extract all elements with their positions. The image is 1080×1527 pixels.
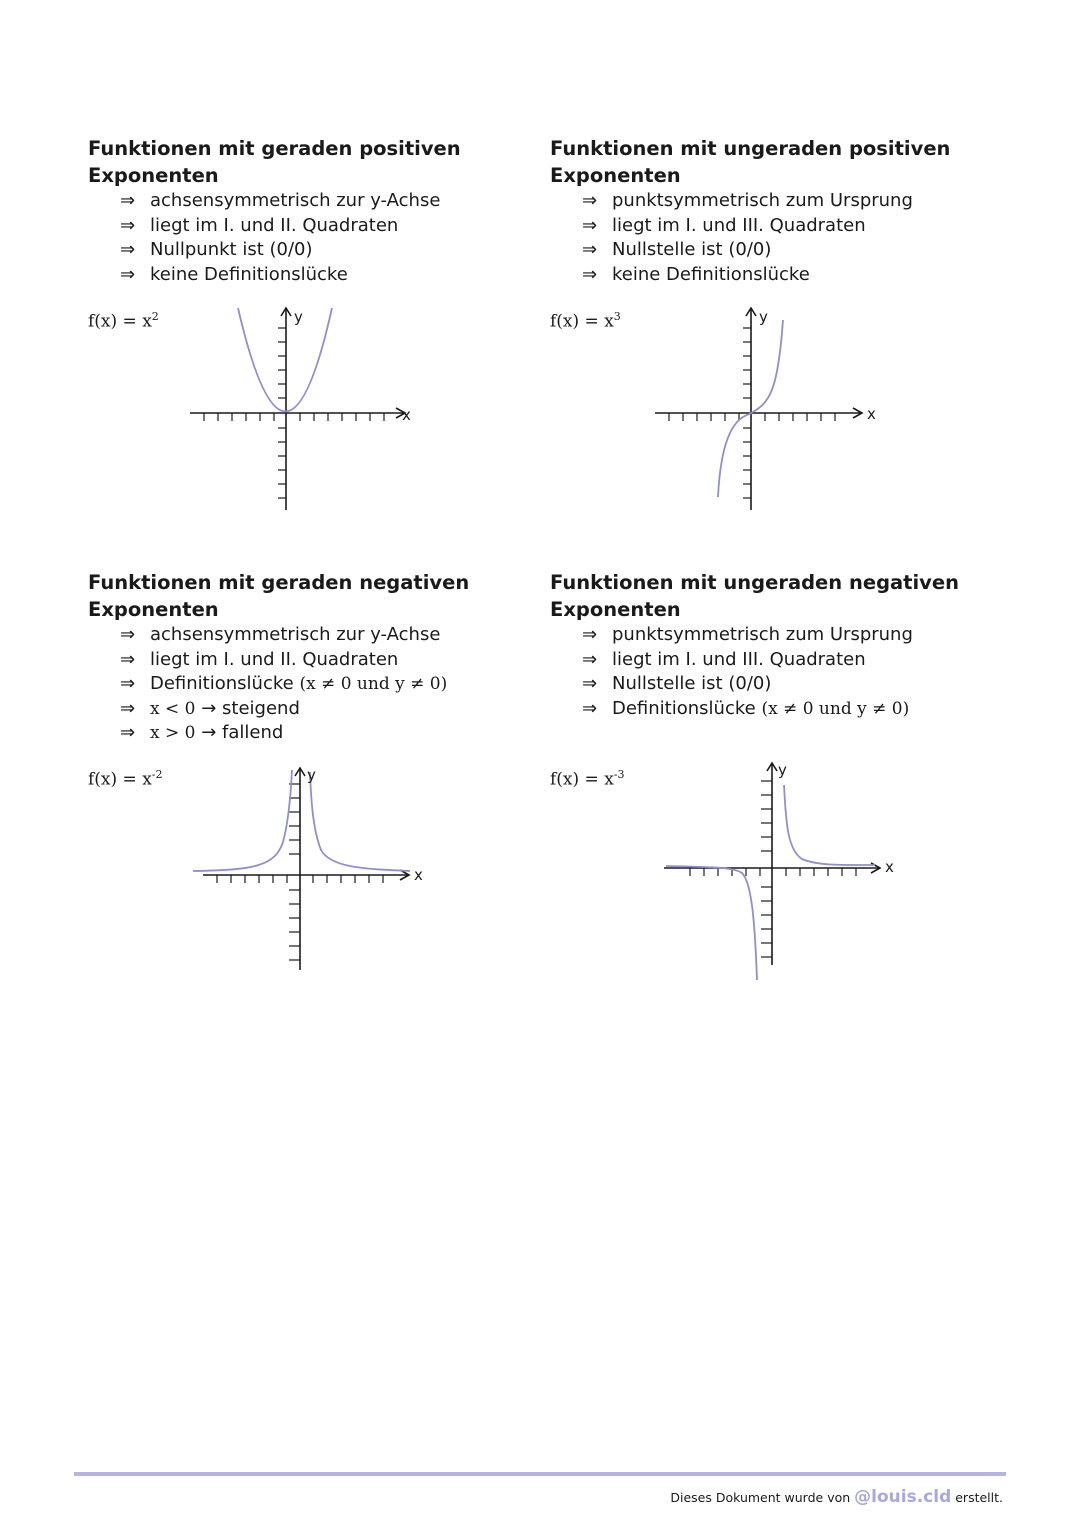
section-even-positive	[88, 135, 558, 287]
implies-arrow-icon: ⇒	[582, 239, 598, 260]
formula-exponent: 2	[151, 310, 159, 323]
property-list	[120, 623, 558, 746]
list-item	[582, 189, 1020, 214]
x-axis-ticks	[690, 868, 856, 876]
implies-arrow-icon: ⇒	[120, 722, 136, 743]
implies-arrow-icon: ⇒	[582, 214, 598, 236]
implies-arrow-icon: ⇒	[120, 263, 136, 285]
formula-exponent: -3	[613, 768, 625, 781]
bullet-text: punktsymmetrisch zum Ursprung	[612, 624, 913, 645]
curve-x-squared	[238, 308, 332, 412]
heading-line-2: Exponenten	[88, 164, 219, 187]
formula-exponent: 3	[613, 310, 621, 323]
bullet-text: liegt im I. und II. Quadraten	[150, 648, 399, 670]
y-axis-label: y	[759, 308, 768, 326]
implies-arrow-icon: ⇒	[120, 648, 136, 670]
section-even-negative	[88, 569, 558, 746]
graph-x-pow-minus-2	[185, 760, 435, 980]
formula-base: f(x) = x	[550, 769, 614, 790]
footer-suffix: erstellt.	[955, 1490, 1003, 1505]
list-item	[582, 214, 1020, 239]
x-axis-label: x	[867, 405, 876, 423]
implies-arrow-icon: ⇒	[120, 190, 136, 211]
graph-x-cubed	[650, 300, 900, 520]
math-condition: x < 0	[150, 698, 196, 719]
list-item	[120, 721, 558, 746]
bullet-text: Nullstelle ist (0/0)	[612, 673, 772, 694]
heading-line-1: Funktionen mit geraden positiven	[88, 137, 461, 160]
list-item	[120, 697, 558, 722]
implies-arrow-icon: ⇒	[120, 697, 136, 719]
bullet-text: liegt im I. und III. Quadraten	[612, 214, 866, 236]
curve-left-branch	[666, 866, 757, 980]
list-item	[582, 238, 1020, 263]
implies-arrow-icon: ⇒	[120, 239, 136, 260]
footer-credit	[670, 1487, 1003, 1507]
x-axis-ticks	[669, 413, 835, 421]
implies-arrow-icon: ⇒	[582, 263, 598, 285]
bullet-text: steigend	[222, 697, 300, 719]
formula-exponent: -2	[151, 768, 163, 781]
x-axis-label: x	[402, 406, 411, 424]
list-item	[120, 623, 558, 648]
implies-icon: →	[201, 697, 217, 719]
implies-arrow-icon: ⇒	[120, 214, 136, 236]
bullet-text: punktsymmetrisch zum Ursprung	[612, 190, 913, 211]
bullet-text: Nullstelle ist (0/0)	[612, 239, 772, 260]
curve-right-branch	[310, 772, 410, 871]
implies-arrow-icon: ⇒	[582, 648, 598, 670]
bullet-text: keine Definitionslücke	[612, 263, 810, 285]
x-axis-label: x	[414, 866, 423, 884]
formula-base: f(x) = x	[550, 311, 614, 332]
implies-arrow-icon: ⇒	[582, 673, 598, 694]
formula-base: f(x) = x	[88, 769, 152, 790]
section-heading	[550, 135, 1020, 189]
list-item	[582, 263, 1020, 288]
formula-base: f(x) = x	[88, 311, 152, 332]
heading-line-2: Exponenten	[88, 598, 219, 621]
section-heading	[88, 569, 558, 623]
implies-arrow-icon: ⇒	[120, 624, 136, 645]
footer-prefix: Dieses Dokument wurde von	[670, 1490, 851, 1505]
heading-line-1: Funktionen mit ungeraden negativen	[550, 571, 960, 594]
x-axis-label: x	[885, 858, 894, 876]
list-item	[582, 697, 1020, 722]
list-item	[120, 214, 558, 239]
function-formula	[88, 310, 159, 332]
bullet-text: achsensymmetrisch zur y-Achse	[150, 190, 441, 211]
list-item	[120, 648, 558, 673]
heading-line-2: Exponenten	[550, 164, 681, 187]
y-axis-label: y	[294, 308, 303, 326]
y-axis-label: y	[778, 761, 787, 779]
heading-line-1: Funktionen mit geraden negativen	[88, 571, 470, 594]
function-formula	[550, 310, 621, 332]
curve-left-branch	[193, 770, 292, 871]
bullet-text: achsensymmetrisch zur y-Achse	[150, 624, 441, 645]
bullet-text: keine Definitionslücke	[150, 263, 348, 285]
property-list	[582, 623, 1020, 721]
math-condition: (x ≠ 0 und y ≠ 0)	[761, 698, 910, 719]
function-formula	[550, 768, 625, 790]
implies-arrow-icon: ⇒	[582, 624, 598, 645]
implies-icon: →	[201, 722, 217, 743]
bullet-text: Nullpunkt ist (0/0)	[150, 239, 313, 260]
heading-line-2: Exponenten	[550, 598, 681, 621]
list-item	[120, 238, 558, 263]
y-axis-ticks	[761, 781, 772, 957]
bullet-text: liegt im I. und II. Quadraten	[150, 214, 399, 236]
math-condition: x > 0	[150, 723, 196, 743]
heading-line-1: Funktionen mit ungeraden positiven	[550, 137, 951, 160]
bullet-text: Definitionslücke	[150, 673, 294, 694]
implies-arrow-icon: ⇒	[582, 697, 598, 719]
list-item	[582, 623, 1020, 648]
section-heading	[88, 135, 558, 189]
footer-rule	[74, 1472, 1006, 1476]
y-axis-label: y	[307, 766, 316, 784]
bullet-text: liegt im I. und III. Quadraten	[612, 648, 866, 670]
list-item	[120, 672, 558, 697]
list-item	[120, 189, 558, 214]
section-odd-negative	[550, 569, 1020, 721]
implies-arrow-icon: ⇒	[120, 673, 136, 694]
graph-x-squared	[180, 300, 430, 520]
function-formula	[88, 768, 163, 790]
x-axis-ticks	[204, 413, 384, 421]
implies-arrow-icon: ⇒	[582, 190, 598, 211]
property-list	[582, 189, 1020, 287]
list-item	[582, 648, 1020, 673]
bullet-text: fallend	[222, 722, 284, 743]
section-odd-positive	[550, 135, 1020, 287]
graph-x-pow-minus-3	[660, 755, 910, 985]
property-list	[120, 189, 558, 287]
bullet-text: Definitionslücke	[612, 697, 756, 719]
y-axis-ticks	[289, 784, 300, 960]
section-heading	[550, 569, 1020, 623]
list-item	[120, 263, 558, 288]
curve-right-branch	[784, 785, 875, 865]
list-item	[582, 672, 1020, 697]
math-condition: (x ≠ 0 und y ≠ 0)	[299, 674, 448, 694]
author-handle-link[interactable]: @louis.cld	[854, 1487, 952, 1507]
